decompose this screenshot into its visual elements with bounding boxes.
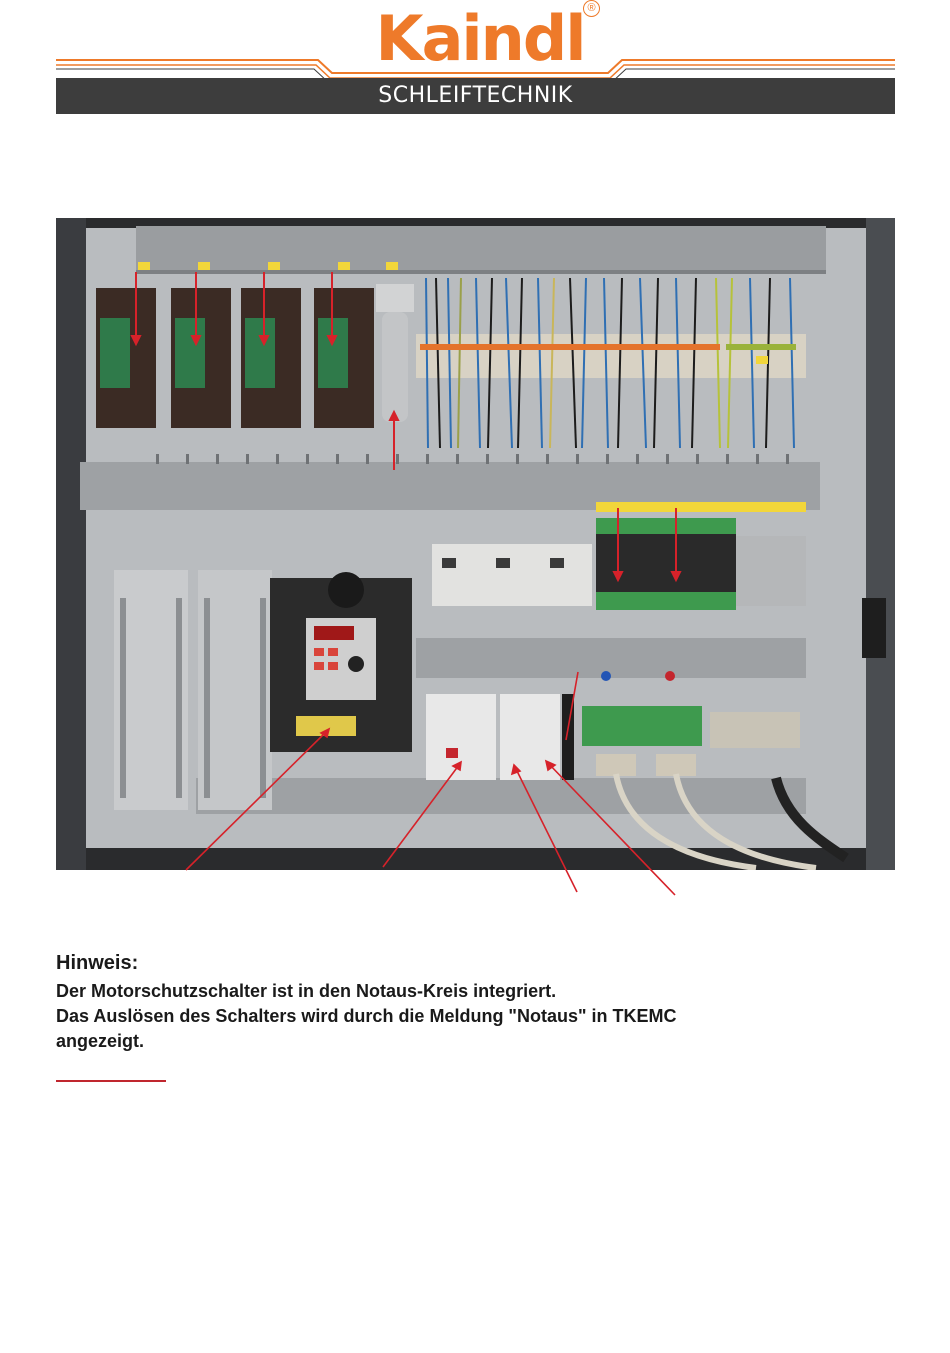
note-line-1: Der Motorschutzschalter ist in den Notaus-Kreis integriert. [56,981,557,1001]
subtitle-text: SCHLEIFTECHNIK [378,83,573,108]
note-line-2: Das Auslösen des Schalters wird durch die Meldung "Notaus" in TKEMC [56,1006,677,1026]
brand-name: Kaindl [375,2,585,75]
note-line-3: angezeigt. [56,1031,145,1051]
note-block [56,952,896,1054]
registered-mark: ® [583,0,600,17]
red-separator-line [56,1080,166,1082]
note-heading: Hinweis: [56,952,139,974]
